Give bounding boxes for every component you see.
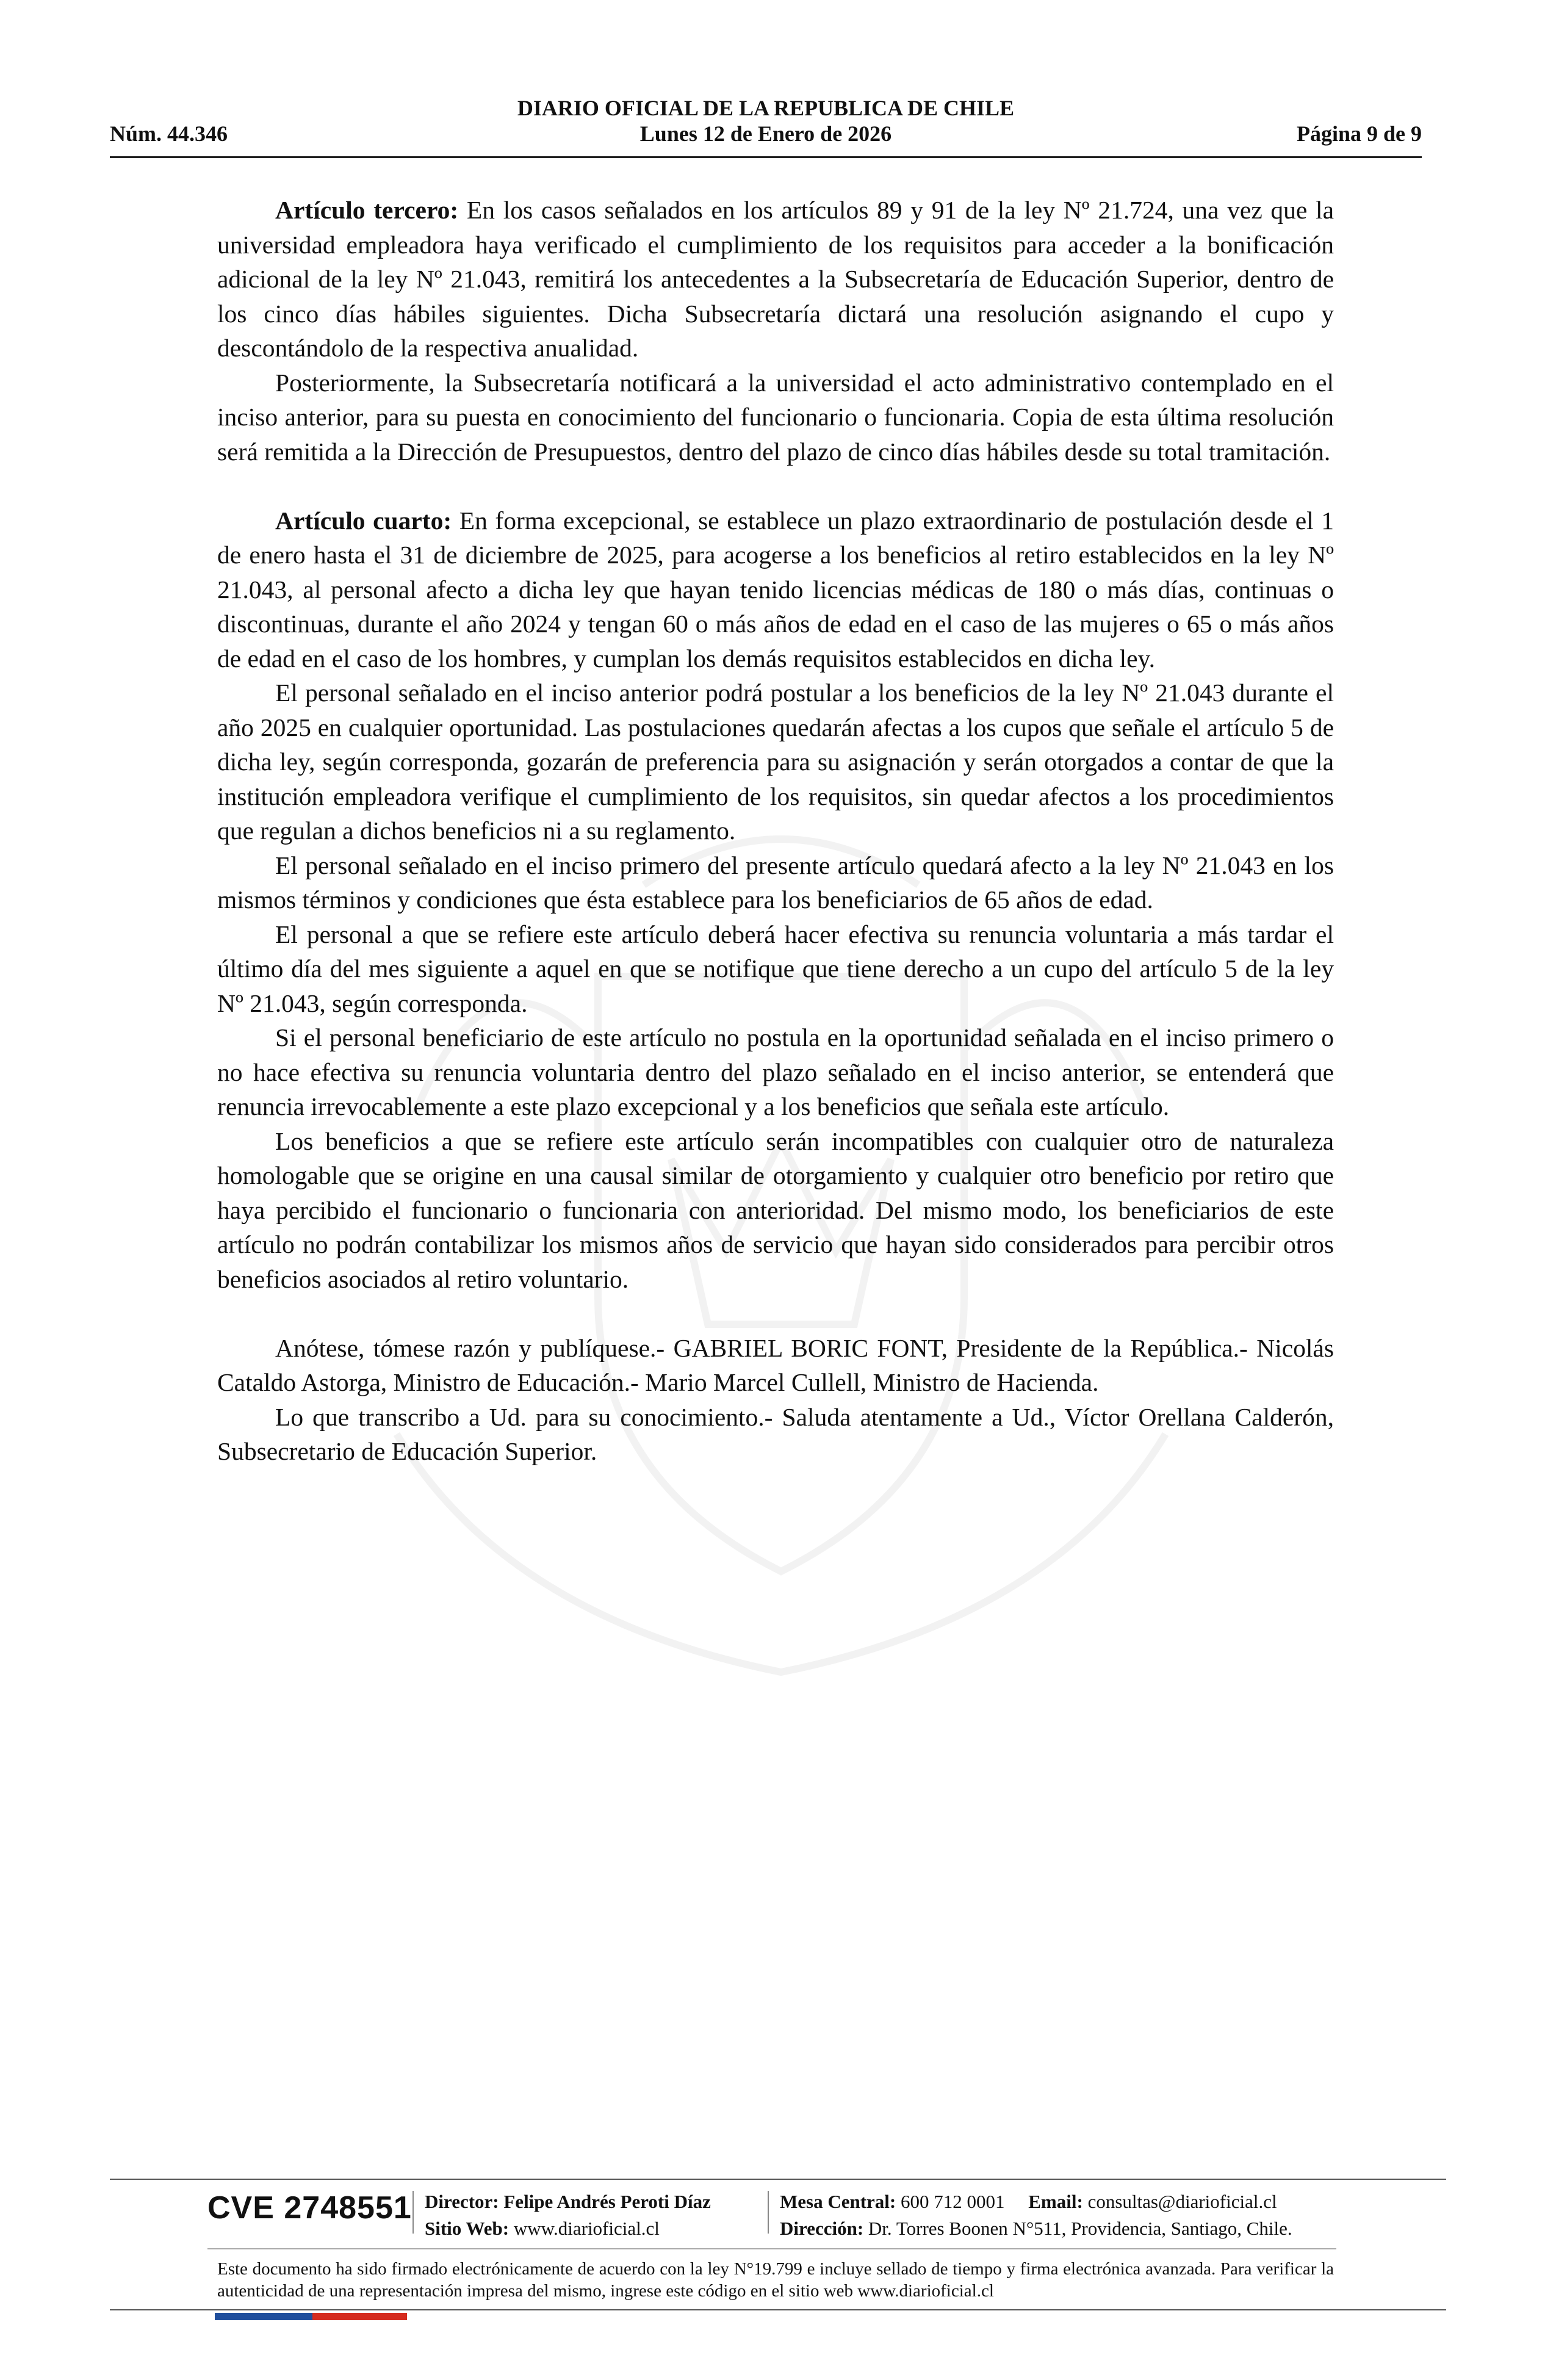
article-fourth-paragraph-5: Si el personal beneficiario de este artículo no postula en la oportunidad señalada en el inciso primero o no hace efectiva su renuncia voluntaria dentro del plazo señalado en el inciso anterior, se entenderá que renuncia irrevocablemente a este plazo excepcional y a los beneficios que señala este artículo. (217, 1023, 1334, 1120)
footer-contact-block: Mesa Central: 600 712 0001 Email: consultas@diarioficial.cl Dirección: Dr. Torres Boonen N°511, Providencia, Santiago, Chile. (780, 2191, 1292, 2239)
article-fourth-paragraph-1: Artículo cuarto: En forma excepcional, se establece un plazo extraordinario de postulación desde el 1 de enero hasta el 31 de diciembre de 2025, para acogerse a los beneficios al retiro establecidos en la ley Nº 21.043, al personal afecto a dicha ley que hayan tenido licencias médicas de 180 o más días, continuas o discontinuas, durante el año 2024 y tengan 60 o más años de edad en el caso de las mujeres o 65 o más años de edad en el caso de los hombres, y cumplan los demás requisitos establecidos en dicha ley. (217, 506, 1334, 673)
article-fourth-label: Artículo cuarto: (275, 506, 452, 535)
issue-date: Lunes 12 de Enero de 2026 (639, 121, 892, 146)
footer-separator (768, 2191, 769, 2234)
website-link[interactable]: www.diarioficial.cl (513, 2218, 660, 2239)
director-name: Felipe Andrés Peroti Díaz (503, 2191, 711, 2212)
footer-divider-bottom (110, 2309, 1446, 2310)
article-third-paragraph-2: Posteriormente, la Subsecretaría notificará a la universidad el acto administrativo contemplado en el inciso anterior, para su puesta en conocimiento del funcionario o funcionaria. Copia de esta última resolución será remitida a la Dirección de Presupuestos, dentro del plazo de cinco días hábiles desde su total tramitación. (217, 368, 1334, 466)
phone-number: 600 712 0001 (901, 2191, 1005, 2212)
newspaper-title: DIARIO OFICIAL DE LA REPUBLICA DE CHILE (517, 96, 1015, 120)
address: Dr. Torres Boonen N°511, Providencia, Santiago, Chile. (868, 2218, 1292, 2239)
cve-code: CVE 2748551 (207, 2190, 412, 2226)
closing-paragraph-1: Anótese, tómese razón y publíquese.- GABRIEL BORIC FONT, Presidente de la República.- Nicolás Cataldo Astorga, Ministro de Educación.- Mario Marcel Cullell, Ministro de Hacienda. (217, 1333, 1334, 1396)
issue-number: Núm. 44.346 (110, 121, 228, 146)
footer-divider-middle (207, 2248, 1336, 2249)
article-fourth-paragraph-6: Los beneficios a que se refiere este artículo serán incompatibles con cualquier otro de naturaleza homologable que se origine en una causal similar de otorgamiento y cualquier otro beneficio por retiro que haya percibido el funcionario o funcionaria con anterioridad. Del mismo modo, los beneficiarios de este artículo no podrán contabilizar los mismos años de servicio que hayan sido considerados para percibir otros beneficios asociados al retiro voluntario. (217, 1127, 1334, 1293)
footer-separator (412, 2191, 414, 2234)
document-body (217, 193, 1334, 1469)
electronic-signature-notice: Este documento ha sido firmado electrónicamente de acuerdo con la ley N°19.799 e incluye sellado de tiempo y firma electrónica avanzada. Para verificar la autenticidad de una representación impresa del mismo, ingrese este código en el sitio web www.diarioficial.cl (217, 2259, 1334, 2301)
article-third-paragraph-1: Artículo tercero: En los casos señalados en los artículos 89 y 91 de la ley Nº 21.724, una vez que la universidad empleadora haya verificado el cumplimiento de los requisitos para acceder a la bonificación adicional de la ley Nº 21.043, remitirá los antecedentes a la Subsecretaría de Educación Superior, dentro de los cinco días hábiles siguientes. Dicha Subsecretaría dictará una resolución asignando el cupo y descontándolo de la respectiva anualidad. (217, 196, 1334, 362)
article-fourth-paragraph-3: El personal señalado en el inciso primero del presente artículo quedará afecto a la ley Nº 21.043 en los mismos términos y condiciones que ésta establece para los beneficiarios de 65 años de edad. (217, 851, 1334, 914)
email-link[interactable]: consultas@diarioficial.cl (1087, 2191, 1277, 2212)
flag-stripe-blue (215, 2313, 312, 2320)
page-number: Página 9 de 9 (1296, 121, 1422, 146)
page-header (110, 93, 1422, 158)
article-fourth-paragraph-4: El personal a que se refiere este artículo deberá hacer efectiva su renuncia voluntaria a más tardar el último día del mes siguiente a aquel en que se notifique que tiene derecho a un cupo del artículo 5 de la ley Nº 21.043, según corresponda. (217, 920, 1334, 1017)
closing-paragraph-2: Lo que transcribo a Ud. para su conocimiento.- Saluda atentamente a Ud., Víctor Orellana Calderón, Subsecretario de Educación Superior. (217, 1402, 1334, 1465)
footer-divider-top (110, 2179, 1446, 2180)
article-fourth-paragraph-2: El personal señalado en el inciso anterior podrá postular a los beneficios de la ley Nº 21.043 durante el año 2025 en cualquier oportunidad. Las postulaciones quedarán afectas a los cupos que señale el artículo 5 de dicha ley, según corresponda, gozarán de preferencia para su asignación y serán otorgados a contar de que la institución empleadora verifique el cumplimiento de los requisitos, sin quedar afectos a los procedimientos que regulan a dichos beneficios ni a su reglamento. (217, 679, 1334, 845)
article-third-label: Artículo tercero: (275, 196, 459, 224)
flag-stripe-red (312, 2313, 407, 2320)
footer-director-block: Director: Felipe Andrés Peroti Díaz Sitio Web: www.diarioficial.cl (425, 2191, 711, 2239)
